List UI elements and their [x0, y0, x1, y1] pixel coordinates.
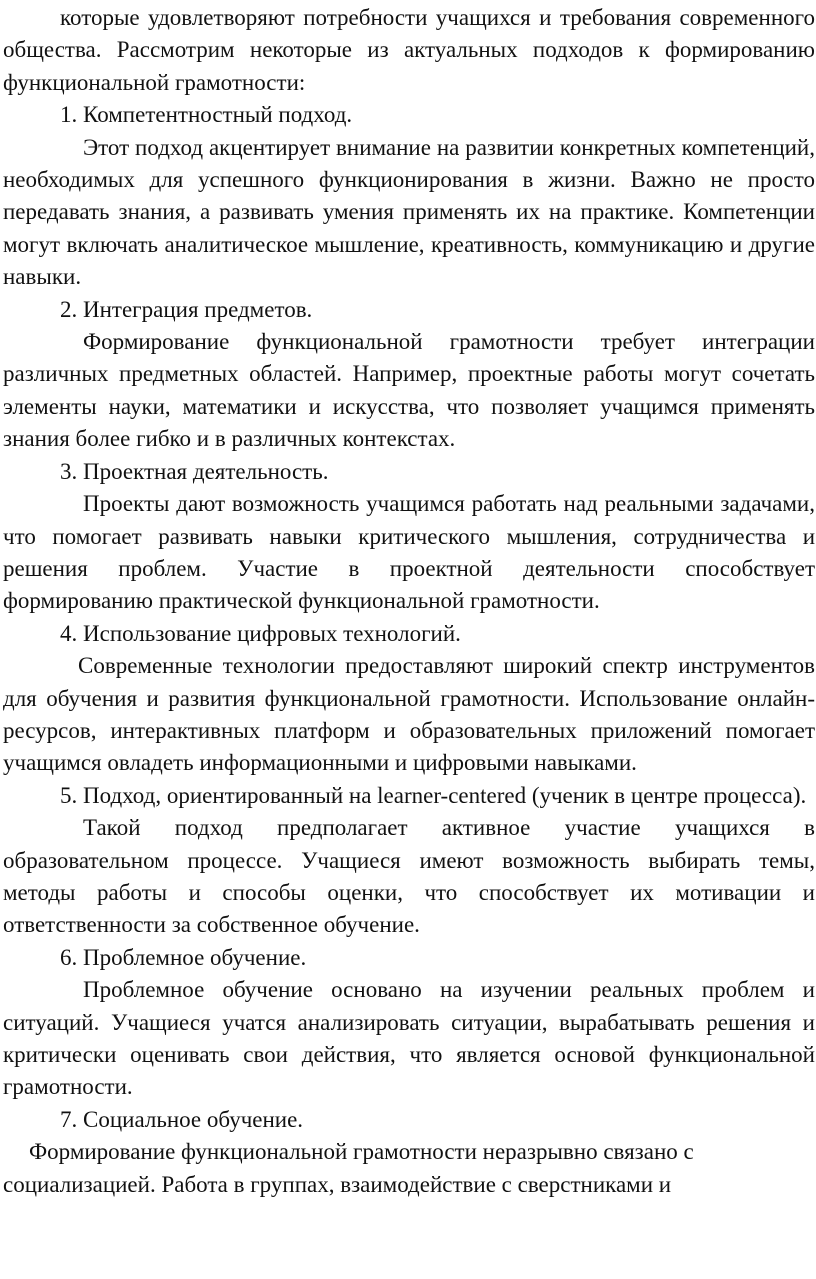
heading-learner-centered: 5. Подход, ориентированный на learner-centered (ученик в центре процесса). [60, 782, 807, 808]
heading-subject-integration: 2. Интеграция предметов. [60, 296, 313, 322]
paragraph-subject-integration: Формирование функциональной грамотности требует интеграции различных предметных областей. Например, проектные работы могут сочетать элементы науки, математики и искусства, что позволяет учащимся применять знания более гибко и в различных контекстах. [3, 329, 815, 452]
paragraph-intro: которые удовлетворяют потребности учащихся и требования современного общества. Рассмотрим некоторые из актуальных подходов к формированию функциональной грамотности: [3, 5, 815, 95]
paragraph-social-learning: Формирование функциональной грамотности неразрывно связано с социализацией. Работа в группах, взаимодействие с сверстниками и [3, 1139, 694, 1197]
paragraph-problem-learning: Проблемное обучение основано на изучении реальных проблем и ситуаций. Учащиеся учатся анализировать ситуации, вырабатывать решения и критически оценивать свои действия, что является основой функциональной грамотности. [3, 977, 815, 1100]
heading-competence-approach: 1. Компетентностный подход. [60, 102, 353, 128]
paragraph-learner-centered: Такой подход предполагает активное участие учащихся в образовательном процессе. Учащиеся имеют возможность выбирать темы, методы работы и способы оценки, что способствует их мотивации и ответственности за собственное обучение. [3, 815, 815, 938]
heading-social-learning: 7. Социальное обучение. [60, 1106, 304, 1132]
paragraph-digital-technologies: Современные технологии предоставляют широкий спектр инструментов для обучения и развития функциональной грамотности. Использование онлайн-ресурсов, интерактивных платформ и образовательных приложений помогает учащимся овладеть информационными и цифровыми навыками. [3, 653, 815, 776]
paragraph-project-activity: Проекты дают возможность учащимся работать над реальными задачами, что помогает развивать навыки критического мышления, сотрудничества и решения проблем. Участие в проектной деятельности способствует формированию практической функциональной грамотности. [3, 491, 815, 614]
paragraph-competence-approach: Этот подход акцентирует внимание на развитии конкретных компетенций, необходимых для успешного функционирования в жизни. Важно не просто передавать знания, а развивать умения применять их на практике. Компетенции могут включать аналитическое мышление, креативность, коммуникацию и другие навыки. [3, 134, 815, 290]
heading-digital-technologies: 4. Использование цифровых технологий. [60, 620, 461, 646]
heading-problem-learning: 6. Проблемное обучение. [60, 944, 307, 970]
heading-project-activity: 3. Проектная деятельность. [60, 458, 329, 484]
